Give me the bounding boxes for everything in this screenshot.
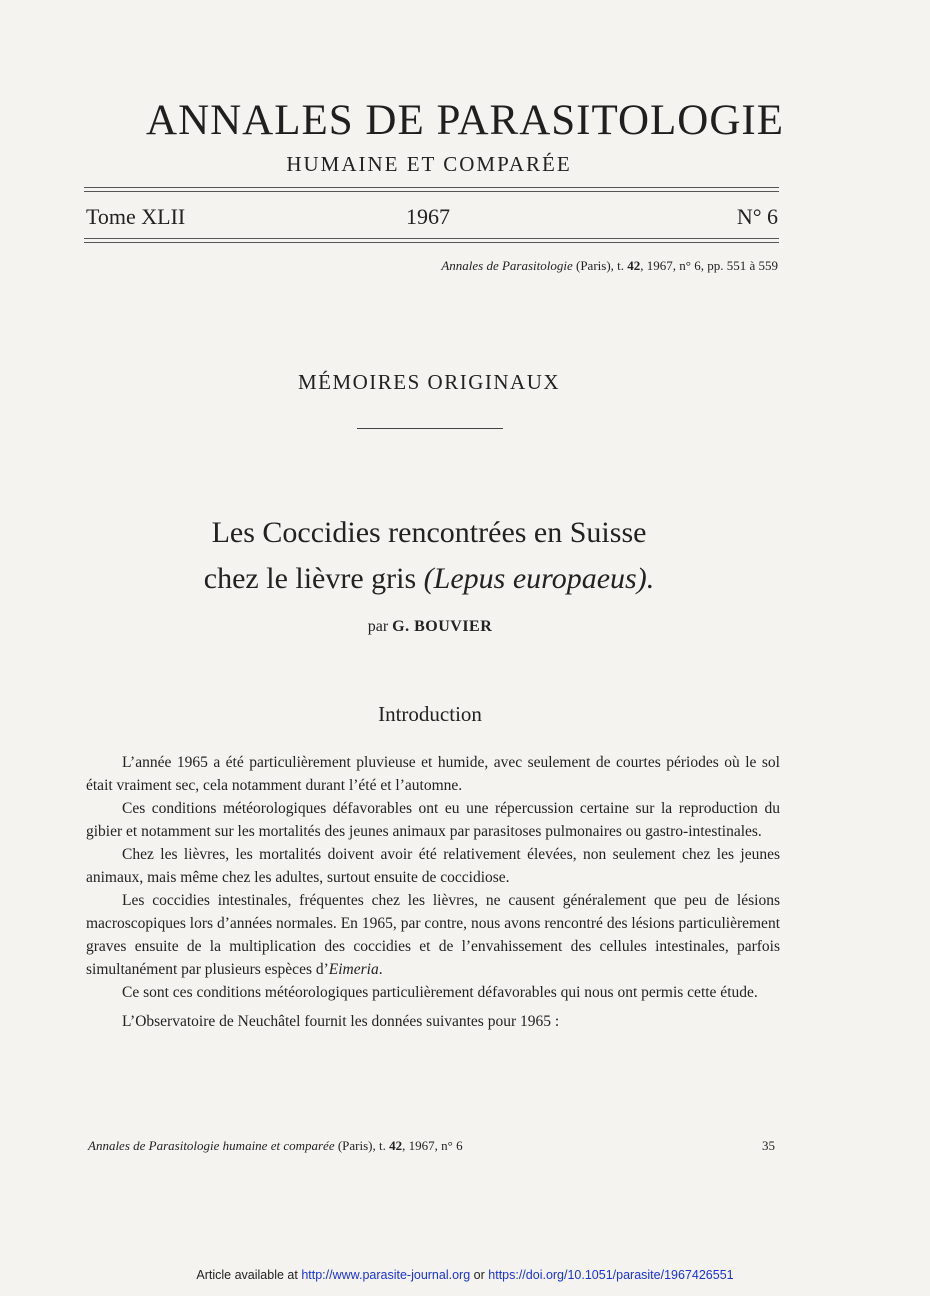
paragraph-4-text: Les coccidies intestinales, fréquentes chez les lièvres, ne causent généralement que peu de lésions macroscopiques lors d’années normales. En 1965, par contre, nous avons rencontré des lésions particulièrement graves ensuite de la multiplication des coccidies et de l’envahissement des cellules intestinales, parfois simultanément par plusieurs espèces d’ [86, 892, 780, 978]
issue-year: 1967 [406, 204, 450, 229]
article-title-line1: Les Coccidies rencontrées en Suisse [211, 516, 647, 549]
journal-subtitle: HUMAINE ET COMPARÉE [286, 152, 572, 176]
footer-place: (Paris), t. [337, 1138, 386, 1153]
journal-link[interactable]: http://www.parasite-journal.org [301, 1268, 471, 1282]
page-number: 35 [762, 1138, 775, 1153]
section-heading: MÉMOIRES ORIGINAUX [297, 370, 561, 394]
citation-details: , 1967, n° 6, pp. 551 à 559 [640, 258, 778, 273]
footer-details: , 1967, n° 6 [402, 1138, 463, 1153]
journal-title: ANNALES DE PARASITOLOGIE [146, 97, 784, 144]
article-title-line2: chez le lièvre gris [203, 562, 417, 595]
footer-volume: 42 [389, 1138, 403, 1153]
paragraph-2: Ces conditions météorologiques défavorables ont eu une répercussion certaine sur la reproduction du gibier et notamment sur les mortalités des jeunes animaux par parasitoses pulmonaires ou gastro-intestinales. [86, 800, 780, 840]
availability-prefix: Article available at [196, 1268, 298, 1282]
citation-volume: 42 [627, 258, 641, 273]
footer-journal: Annales de Parasitologie humaine et comparée [88, 1138, 335, 1153]
paragraph-6: L’Observatoire de Neuchâtel fournit les données suivantes pour 1965 : [122, 1013, 560, 1030]
article-title-species: (Lepus europaeus). [423, 562, 655, 595]
intro-heading: Introduction [378, 702, 482, 726]
citation-line [441, 258, 778, 274]
paragraph-5: Ce sont ces conditions météorologiques particulièrement défavorables qui nous ont permis cette étude. [122, 984, 758, 1001]
paragraph-4-genus: Eimeria [328, 961, 379, 978]
doi-link[interactable]: https://doi.org/10.1051/parasite/1967426551 [488, 1268, 734, 1282]
paragraph-4 [86, 889, 780, 981]
issue-tome: Tome XLII [86, 204, 186, 229]
byline-par: par [367, 618, 389, 635]
header-rule-bottom-double [84, 242, 779, 243]
paragraph-4-end: . [378, 961, 383, 978]
intro-body [86, 751, 780, 1033]
footer-citation [88, 1138, 463, 1154]
availability-notice [0, 1268, 930, 1282]
article-title [0, 510, 858, 602]
section-divider [357, 428, 503, 429]
paragraph-1: L’année 1965 a été particulièrement pluvieuse et humide, avec seulement de courtes périodes où le sol était vraiment sec, cela notamment durant l’été et l’automne. [86, 754, 780, 794]
issue-number: N° 6 [736, 204, 778, 229]
paragraph-3: Chez les lièvres, les mortalités doivent avoir été relativement élevées, non seulement chez les jeunes animaux, mais même chez les adultes, surtout ensuite de coccidiose. [86, 846, 780, 886]
byline [0, 618, 860, 636]
author-name: G. BOUVIER [392, 618, 493, 635]
header-rule-bottom [84, 238, 779, 239]
availability-or: or [473, 1268, 485, 1282]
header-rule-top-double [84, 191, 779, 192]
citation-place: (Paris), t. [576, 258, 625, 273]
citation-journal: Annales de Parasitologie [441, 258, 573, 273]
header-rule-top [84, 187, 779, 188]
